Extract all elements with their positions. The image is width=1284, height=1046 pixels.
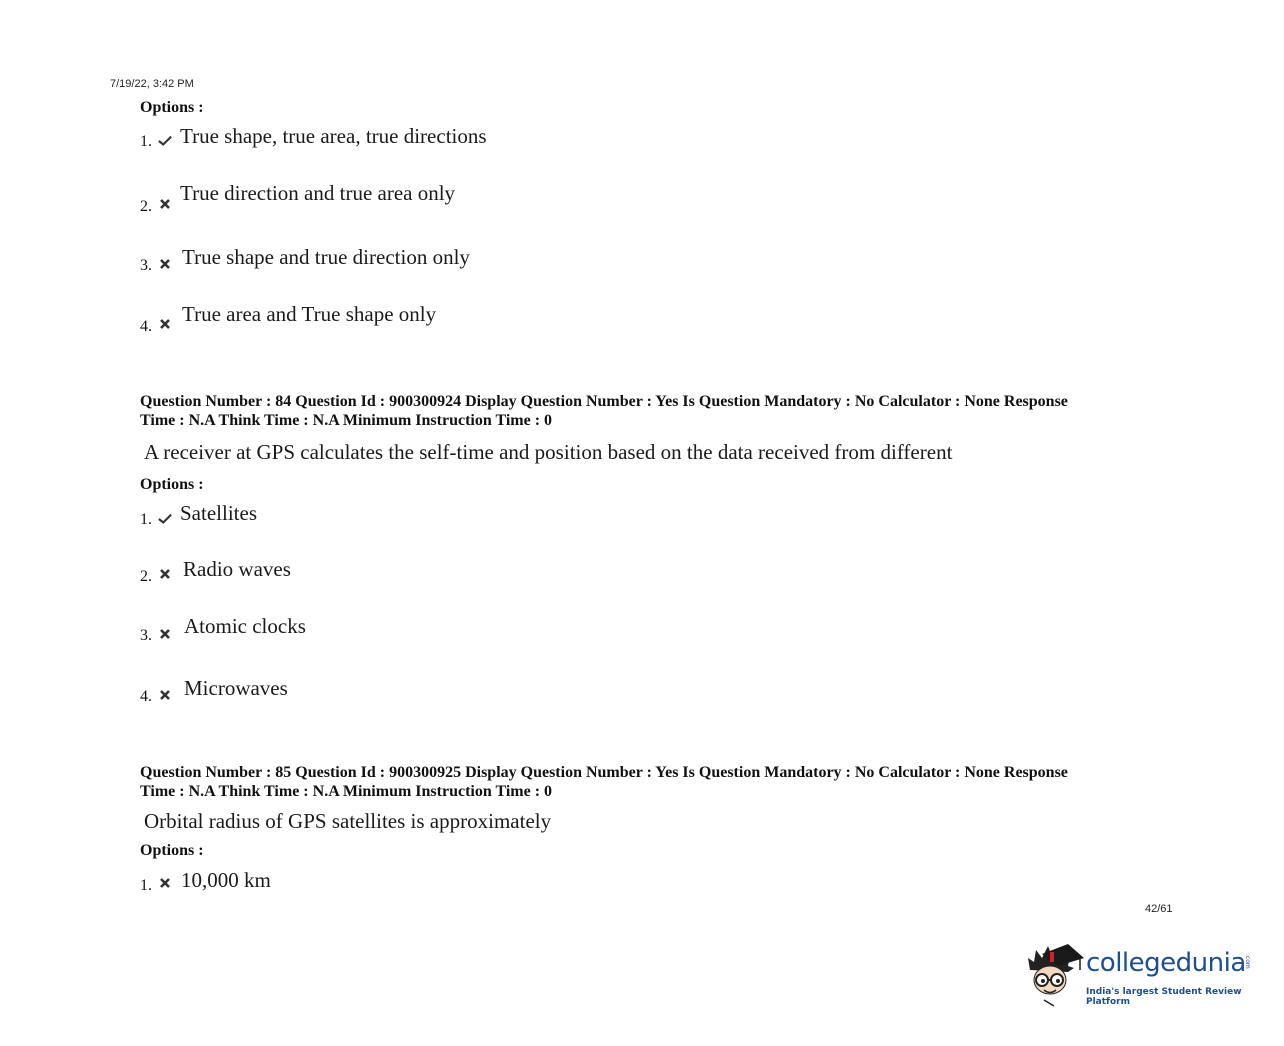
option-text: True direction and true area only <box>180 181 456 205</box>
question-meta <box>140 392 1150 430</box>
option-text: 10,000 km <box>181 868 271 892</box>
option-number: 2. <box>140 198 152 215</box>
option-number: 3. <box>140 627 152 644</box>
collegedunia-logo <box>1024 940 1254 1008</box>
question-meta <box>140 763 1150 801</box>
question-meta-line: Question Number : 84 Question Id : 900300924 Display Question Number : Yes Is Question Mandatory : No Calculator : None Response <box>140 393 1068 410</box>
option-number: 4. <box>140 688 152 705</box>
question-meta-line: Time : N.A Think Time : N.A Minimum Instruction Time : 0 <box>140 783 553 800</box>
option-number: 1. <box>140 133 152 150</box>
cross-icon <box>158 627 172 641</box>
option-number: 3. <box>140 257 152 274</box>
print-timestamp: 7/19/22, 3:42 PM <box>110 78 194 90</box>
logo-tagline: India's largest Student Review Platform <box>1086 987 1242 1007</box>
option-text: Microwaves <box>184 676 288 700</box>
option-text: True shape and true direction only <box>182 245 470 269</box>
option-text: Satellites <box>180 501 257 525</box>
cross-icon <box>158 688 172 702</box>
question-text: Orbital radius of GPS satellites is approximately <box>144 809 552 833</box>
cross-icon <box>158 257 172 271</box>
options-label: Options : <box>140 476 204 493</box>
option-text: True area and True shape only <box>182 302 437 326</box>
cross-icon <box>158 317 172 331</box>
logo-wordmark: collegedunia <box>1086 948 1246 978</box>
question-meta-line: Question Number : 85 Question Id : 900300925 Display Question Number : Yes Is Question Mandatory : No Calculator : None Response <box>140 764 1068 781</box>
logo-suffix: .com <box>1244 954 1251 969</box>
option-text: True shape, true area, true directions <box>180 124 487 148</box>
check-icon <box>158 134 172 148</box>
cross-icon <box>158 567 172 581</box>
option-number: 4. <box>140 318 152 335</box>
options-label: Options : <box>140 99 204 116</box>
cross-icon <box>158 197 172 211</box>
page-number: 42/61 <box>1145 903 1173 915</box>
option-text: Atomic clocks <box>184 614 306 638</box>
option-number: 2. <box>140 568 152 585</box>
mascot-icon <box>1024 940 1084 1008</box>
option-number: 1. <box>140 511 152 528</box>
check-icon <box>158 512 172 526</box>
question-meta-line: Time : N.A Think Time : N.A Minimum Instruction Time : 0 <box>140 412 553 429</box>
option-number: 1. <box>140 877 152 894</box>
question-text: A receiver at GPS calculates the self-time and position based on the data received from different <box>144 440 953 464</box>
option-text: Radio waves <box>183 557 291 581</box>
options-label: Options : <box>140 842 204 859</box>
cross-icon <box>158 876 172 890</box>
